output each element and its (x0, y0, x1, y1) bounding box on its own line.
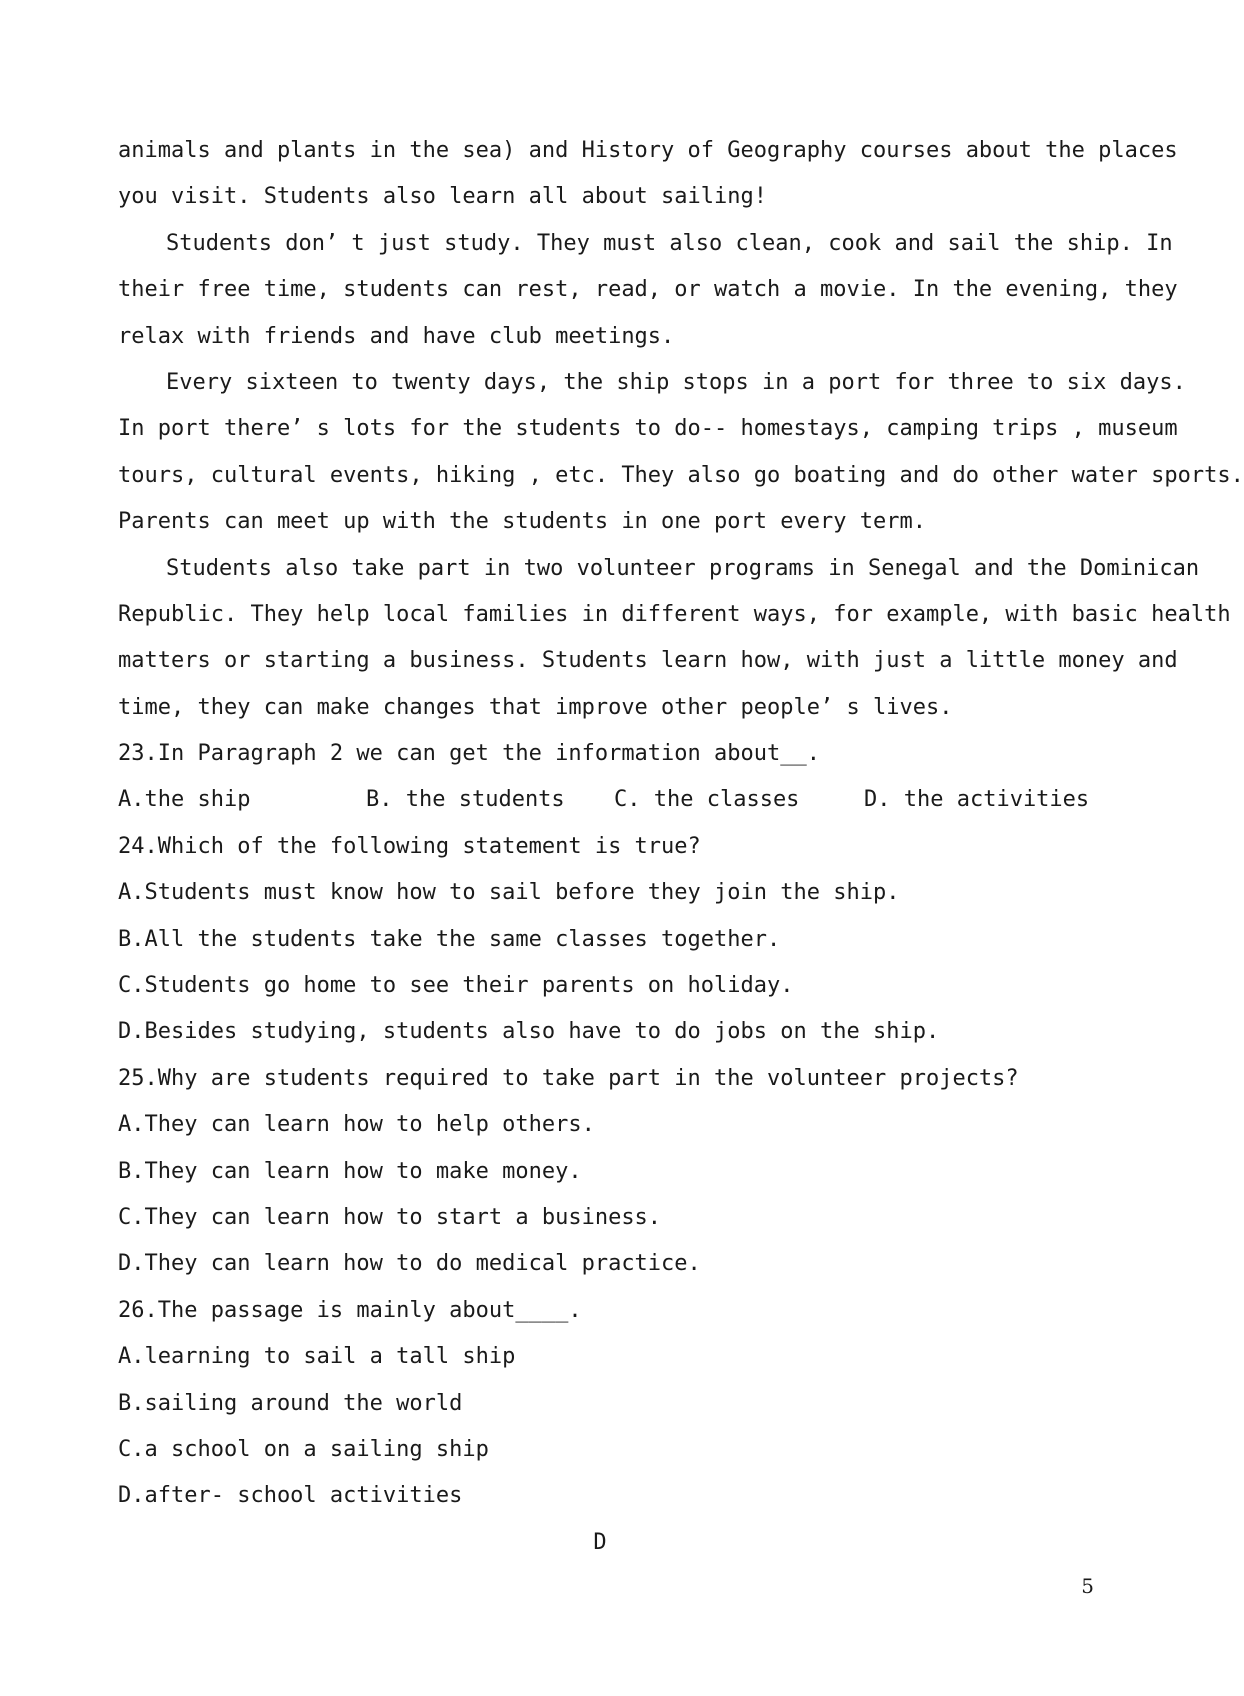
question-24-option-a: A.Students must know how to sail before they join the ship. (118, 880, 900, 906)
passage-line: Parents can meet up with the students in one port every term. (118, 509, 926, 535)
question-23-options (118, 777, 1090, 823)
question-24-option-b: B.All the students take the same classes together. (118, 926, 781, 952)
question-26-option-d: D.after- school activities (118, 1483, 463, 1509)
question-26-option-a: A.learning to sail a tall ship (118, 1344, 516, 1370)
question-23-option-a: A.the ship (118, 787, 251, 813)
question-25-option-a: A.They can learn how to help others. (118, 1112, 595, 1138)
passage-line: relax with friends and have club meetings. (118, 323, 675, 349)
passage-line: matters or starting a business. Students learn how, with just a little money and (118, 648, 1178, 674)
section-heading: D (593, 1530, 607, 1555)
question-25-option-d: D.They can learn how to do medical practice. (118, 1251, 701, 1277)
question-24-stem: 24.Which of the following statement is true? (118, 833, 701, 859)
passage-line: In port there’ s lots for the students to do-- homestays, camping trips , museum (118, 416, 1178, 442)
question-24-option-d: D.Besides studying, students also have to do jobs on the ship. (118, 1019, 940, 1045)
page-number: 5 (1081, 1574, 1094, 1598)
passage-line: their free time, students can rest, read, or watch a movie. In the evening, they (118, 277, 1178, 303)
question-26-option-b: B.sailing around the world (118, 1390, 463, 1416)
question-25-option-b: B.They can learn how to make money. (118, 1158, 582, 1184)
passage-line: time, they can make changes that improve other people’ s lives. (118, 694, 953, 720)
question-25-option-c: C.They can learn how to start a business. (118, 1204, 662, 1230)
question-26-stem: 26.The passage is mainly about____. (118, 1297, 582, 1323)
passage-line: tours, cultural events, hiking , etc. They also go boating and do other water sports. (118, 462, 1244, 488)
passage-line: Students also take part in two volunteer programs in Senegal and the Dominican (166, 555, 1200, 581)
passage-line: animals and plants in the sea) and History of Geography courses about the places (118, 138, 1178, 163)
passage-line: Every sixteen to twenty days, the ship stops in a port for three to six days. (166, 369, 1186, 395)
question-25-stem: 25.Why are students required to take part in the volunteer projects? (118, 1065, 1019, 1091)
passage-line: Students don’ t just study. They must also clean, cook and sail the ship. In (166, 230, 1173, 256)
page-content (118, 128, 1244, 1520)
question-23-stem: 23.In Paragraph 2 we can get the information about__. (118, 741, 820, 767)
passage-line: you visit. Students also learn all about sailing! (118, 184, 768, 210)
question-24-option-c: C.Students go home to see their parents on holiday. (118, 973, 794, 999)
question-23-option-d: D. the activities (864, 787, 1090, 813)
question-23-option-c: C. the classes (614, 787, 800, 813)
question-23-option-b: B. the students (366, 787, 565, 813)
passage-line: Republic. They help local families in different ways, for example, with basic health (118, 601, 1231, 627)
question-26-option-c: C.a school on a sailing ship (118, 1436, 489, 1462)
